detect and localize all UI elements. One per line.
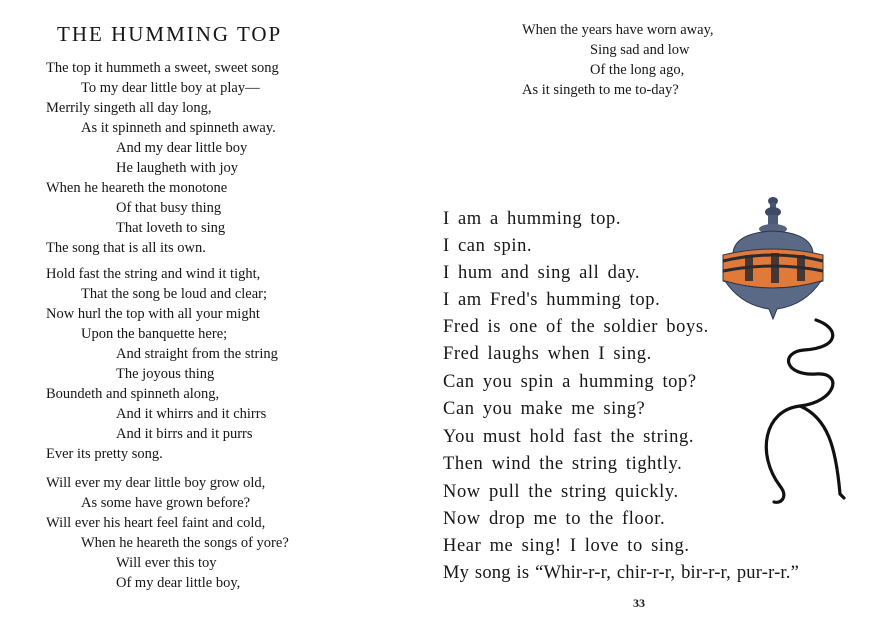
lesson-line: I can spin. <box>443 236 533 256</box>
lesson-line: I am Fred's humming top. <box>443 290 661 310</box>
lesson-line: Can you spin a humming top? <box>443 372 697 392</box>
poem-line: The song that is all its own. <box>46 240 206 256</box>
lesson-line: Fred is one of the soldier boys. <box>443 317 709 337</box>
poem-line: The top it hummeth a sweet, sweet song <box>46 60 279 76</box>
lesson-line: Then wind the string tightly. <box>443 454 683 474</box>
poem-line: When he heareth the songs of yore? <box>81 535 289 551</box>
left-page <box>0 0 430 634</box>
poem-line: Merrily singeth all day long, <box>46 100 212 116</box>
page-number: 33 <box>633 596 645 610</box>
poem-line: Of that busy thing <box>116 200 222 216</box>
poem-line: Will ever this toy <box>116 555 217 571</box>
lesson-line: I am a humming top. <box>443 209 622 229</box>
poem-line: Upon the banquette here; <box>81 326 228 342</box>
poem-line: As some have grown before? <box>81 495 251 511</box>
poem-line: When the years have worn away, <box>522 22 714 38</box>
poem-line: Will ever my dear little boy grow old, <box>46 475 266 491</box>
humming-top-illustration <box>715 195 825 325</box>
lesson-line: Fred laughs when I sing. <box>443 344 652 364</box>
poem-line: Hold fast the string and wind it tight, <box>46 266 261 282</box>
poem-line: When he heareth the monotone <box>46 180 228 196</box>
lesson-line: Can you make me sing? <box>443 399 646 419</box>
lesson-line: Hear me sing! I love to sing. <box>443 536 690 556</box>
poem-line: That the song be loud and clear; <box>81 286 268 302</box>
poem-line: Now hurl the top with all your might <box>46 306 260 322</box>
poem-line: Of the long ago, <box>590 62 685 78</box>
lesson-line: Now drop me to the floor. <box>443 509 666 529</box>
poem-line: As it singeth to me to-day? <box>522 82 679 98</box>
poem-line: To my dear little boy at play— <box>81 80 260 96</box>
poem-line: Sing sad and low <box>590 42 690 58</box>
poem-line: Will ever his heart feel faint and cold, <box>46 515 266 531</box>
poem-line: And my dear little boy <box>116 140 248 156</box>
poem-line: Boundeth and spinneth along, <box>46 386 220 402</box>
poem-line: Ever its pretty song. <box>46 446 163 462</box>
poem-line: As it spinneth and spinneth away. <box>81 120 276 136</box>
poem-line: The joyous thing <box>116 366 215 382</box>
poem-title: THE HUMMING TOP <box>57 22 283 46</box>
lesson-line: You must hold fast the string. <box>443 427 695 447</box>
poem-line: And straight from the string <box>116 346 278 362</box>
lesson-line: Now pull the string quickly. <box>443 482 679 502</box>
poem-line: He laugheth with joy <box>116 160 239 176</box>
top-knob <box>759 197 787 234</box>
poem-line: And it whirrs and it chirrs <box>116 406 267 422</box>
poem-line: And it birrs and it purrs <box>116 426 253 442</box>
poem-line: That loveth to sing <box>116 220 226 236</box>
lesson-line: My song is “Whir-r-r, chir-r-r, bir-r-r, pur-r-r.” <box>443 563 800 583</box>
poem-line: Of my dear little boy, <box>116 575 241 591</box>
string-illustration <box>758 318 853 508</box>
lesson-line: I hum and sing all day. <box>443 263 641 283</box>
